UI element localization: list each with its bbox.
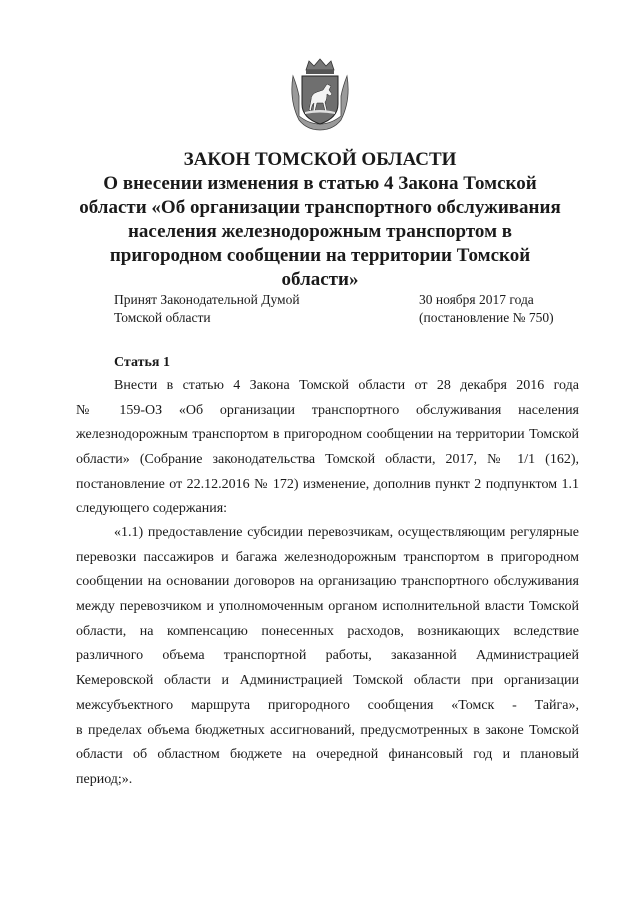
paragraph-line: перевозки пассажиров и багажа железнодорожным транспортом в пригородном: [76, 549, 579, 565]
law-title-line: населения железнодорожным транспортом в: [127, 221, 513, 242]
law-title-line: ЗАКОН ТОМСКОЙ ОБЛАСТИ: [183, 149, 457, 170]
paragraph-line: «1.1) предоставление субсидии перевозчикам, осуществляющим регулярные: [114, 525, 579, 540]
article-paragraph-2: [76, 521, 579, 793]
adopted-by-line: Принят Законодательной Думой: [114, 292, 300, 307]
article-paragraph-1: [76, 374, 579, 522]
law-title-line: области»: [281, 269, 359, 290]
adopted-by: [114, 291, 300, 327]
paragraph-line: области об областном бюджете на очередной финансовый год и плановый: [76, 747, 579, 763]
paragraph-line: межсубъектного маршрута пригородного сообщения «Томск - Тайга»,: [76, 697, 579, 713]
paragraph-line: области» (Собрание законодательства Томской области, 2017, № 1/1 (162),: [76, 452, 579, 468]
law-title-line: О внесении изменения в статью 4 Закона Томской: [103, 173, 537, 194]
paragraph-line: области, на компенсацию понесенных расходов, возникающих вследствие: [76, 623, 579, 639]
paragraph-line: следующего содержания:: [76, 501, 228, 517]
adopted-by-line: Томской области: [114, 310, 211, 325]
paragraph-line: различного объема транспортной работы, заказанной Администрацией: [76, 648, 579, 664]
resolution-number: (постановление № 750): [419, 310, 554, 325]
paragraph-line: между перевозчиком и уполномоченным органом исполнительной власти Томской: [76, 599, 579, 615]
law-title-line: области «Об организации транспортного обслуживания: [79, 197, 561, 218]
paragraph-line: в пределах объема бюджетных ассигнований, предусмотренных в законе Томской: [76, 722, 579, 738]
article-heading: Статья 1: [114, 355, 170, 370]
paragraph-line: постановление от 22.12.2016 № 172) изменение, дополнив пункт 2 подпунктом 1.1: [76, 476, 579, 492]
adoption-date: [419, 291, 554, 327]
law-title-line: пригородном сообщении на территории Томской: [109, 245, 531, 266]
paragraph-line: Внести в статью 4 Закона Томской области от 28 декабря 2016 года: [114, 378, 579, 393]
adoption-date-line: 30 ноября 2017 года: [419, 292, 534, 307]
paragraph-line: сообщении на основании договоров на организацию транспортного обслуживания: [76, 574, 579, 590]
paragraph-line: Кемеровской области и Администрацией Томской области при организации: [76, 673, 579, 689]
tomsk-coat-of-arms-emblem: [287, 56, 353, 132]
paragraph-line: период;».: [76, 771, 133, 787]
paragraph-line: № 159-ОЗ «Об организации транспортного обслуживания населения: [76, 402, 579, 418]
paragraph-line: железнодорожным транспортом в пригородном сообщении на территории Томской: [76, 427, 579, 443]
law-title: [60, 148, 580, 292]
